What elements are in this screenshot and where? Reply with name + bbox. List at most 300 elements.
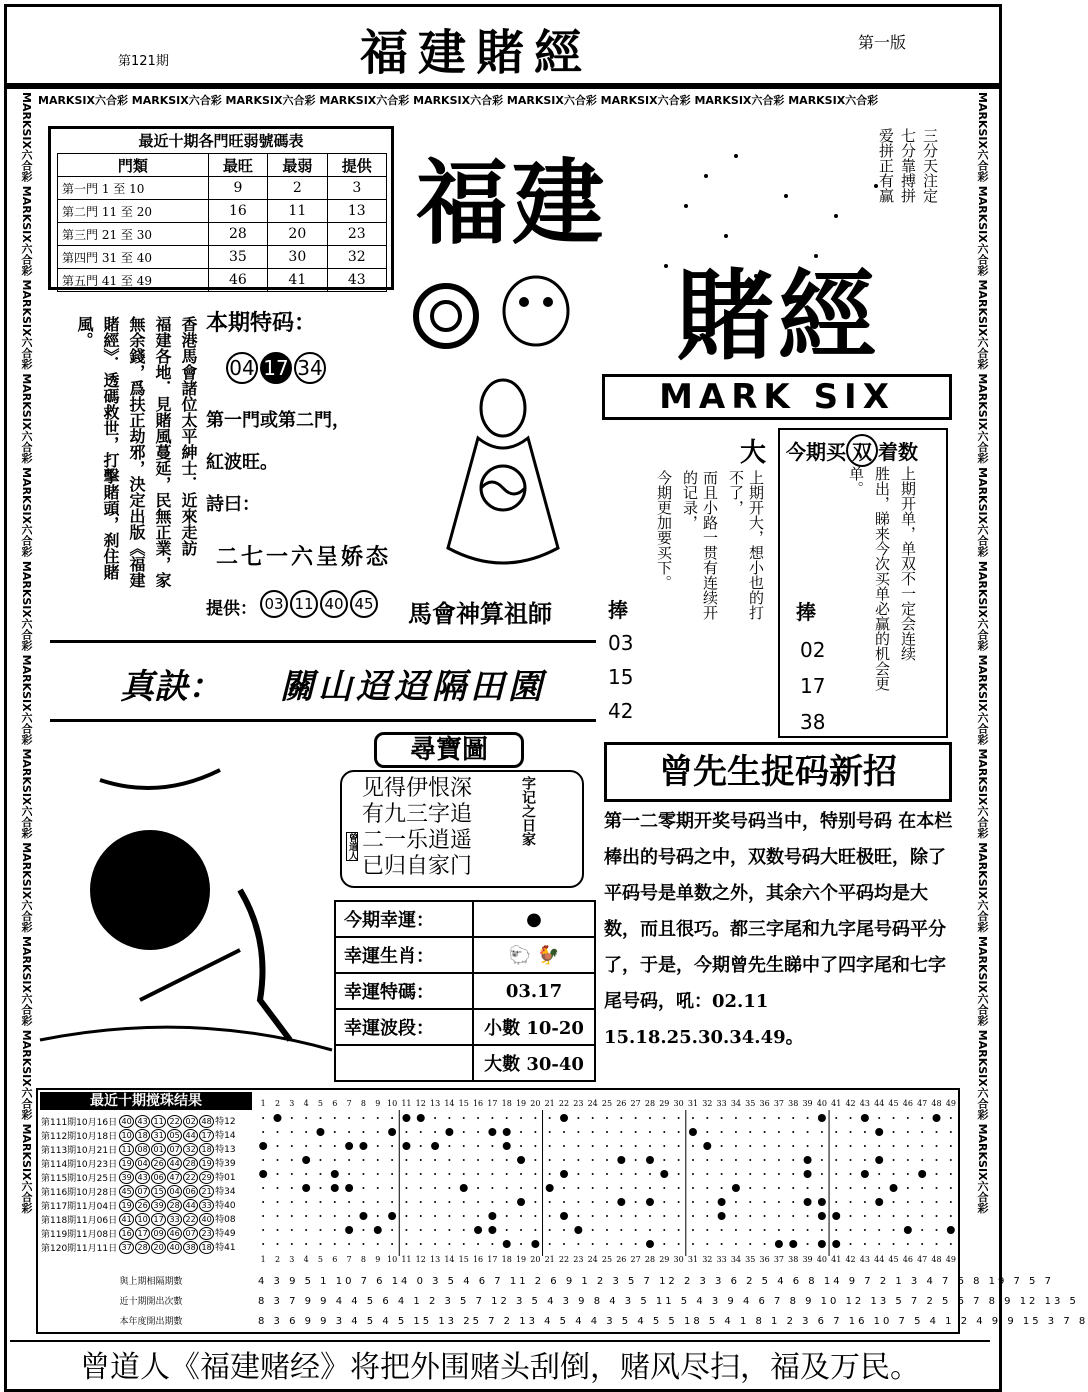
grid-dot bbox=[893, 1215, 895, 1217]
hit-dot bbox=[818, 1212, 826, 1220]
grid-dot bbox=[606, 1159, 608, 1161]
gate-table bbox=[57, 153, 387, 292]
grid-dot bbox=[592, 1117, 594, 1119]
grid-dot bbox=[850, 1145, 852, 1147]
grid-dot bbox=[520, 1243, 522, 1245]
grid-dot bbox=[434, 1173, 436, 1175]
grid-dot bbox=[792, 1159, 794, 1161]
intro-col-3: 無余錢，爲扶正劫邪，決定出版《福建 bbox=[127, 316, 146, 588]
grid-dot bbox=[749, 1159, 751, 1161]
gate-table-panel bbox=[48, 126, 394, 290]
result-ball: 17 bbox=[151, 1213, 166, 1226]
result-ball: 19 bbox=[199, 1157, 214, 1170]
result-ball: 07 bbox=[167, 1143, 182, 1156]
grid-col-number: 6 bbox=[332, 1255, 338, 1264]
grid-dot bbox=[936, 1145, 938, 1147]
result-ball: 22 bbox=[183, 1213, 198, 1226]
result-row bbox=[40, 1114, 237, 1128]
result-row bbox=[40, 1128, 237, 1142]
grid-dot bbox=[620, 1117, 622, 1119]
grid-dot bbox=[778, 1145, 780, 1147]
hit-dot bbox=[875, 1156, 883, 1164]
grid-dot bbox=[678, 1159, 680, 1161]
grid-dot bbox=[936, 1229, 938, 1231]
grid-dot bbox=[792, 1173, 794, 1175]
grid-dot bbox=[291, 1117, 293, 1119]
grid-dot bbox=[907, 1243, 909, 1245]
grid-dot bbox=[778, 1215, 780, 1217]
grid-dot bbox=[348, 1159, 350, 1161]
result-ball: 32 bbox=[183, 1143, 198, 1156]
grid-dot bbox=[663, 1159, 665, 1161]
hit-dot bbox=[861, 1170, 869, 1178]
grid-dot bbox=[936, 1159, 938, 1161]
grid-dot bbox=[606, 1215, 608, 1217]
grid-dot bbox=[434, 1243, 436, 1245]
gate-min: 41 bbox=[268, 269, 327, 292]
grid-col-number: 5 bbox=[317, 1099, 324, 1108]
grid-dot bbox=[663, 1145, 665, 1147]
grid-dot bbox=[377, 1201, 379, 1203]
result-special: 特39 bbox=[215, 1159, 236, 1169]
grid-dot bbox=[893, 1229, 895, 1231]
grid-dot bbox=[721, 1243, 723, 1245]
grid-dot bbox=[864, 1159, 866, 1161]
grid-dot bbox=[764, 1173, 766, 1175]
grid-dot bbox=[821, 1145, 823, 1147]
grid-dot bbox=[792, 1229, 794, 1231]
grid-dot bbox=[276, 1159, 278, 1161]
grid-dot bbox=[950, 1201, 952, 1203]
grid-dot bbox=[592, 1131, 594, 1133]
grid-dot bbox=[305, 1131, 307, 1133]
grid-dot bbox=[649, 1229, 651, 1231]
grid-col-number: 35 bbox=[745, 1255, 756, 1264]
grid-col-number: 33 bbox=[716, 1099, 727, 1108]
grid-dot bbox=[864, 1201, 866, 1203]
grid-dot bbox=[878, 1173, 880, 1175]
grid-dot bbox=[477, 1215, 479, 1217]
result-ball: 19 bbox=[119, 1157, 134, 1170]
grid-col-number: 12 bbox=[415, 1255, 426, 1264]
grid-dot bbox=[721, 1187, 723, 1189]
result-ball: 11 bbox=[151, 1115, 166, 1128]
grid-dot bbox=[549, 1159, 551, 1161]
result-ball: 18 bbox=[199, 1143, 214, 1156]
grid-dot bbox=[692, 1145, 694, 1147]
grid-dot bbox=[549, 1145, 551, 1147]
treasure-title: 尋寶圖 bbox=[374, 732, 524, 768]
grid-col-number: 38 bbox=[788, 1099, 799, 1108]
result-ball: 05 bbox=[167, 1129, 182, 1142]
result-ball: 08 bbox=[135, 1143, 150, 1156]
number-ball: 34 bbox=[294, 352, 326, 384]
left-pick-number: 03 bbox=[608, 631, 634, 655]
grid-dot bbox=[950, 1173, 952, 1175]
hit-dot bbox=[531, 1240, 539, 1248]
grid-dot bbox=[334, 1215, 336, 1217]
grid-dot bbox=[850, 1117, 852, 1119]
grid-dot bbox=[405, 1173, 407, 1175]
grid-col-number: 15 bbox=[458, 1255, 469, 1264]
result-ball: 31 bbox=[151, 1129, 166, 1142]
grid-dot bbox=[850, 1215, 852, 1217]
result-ball: 17 bbox=[135, 1227, 150, 1240]
treasure-line: 见得伊恨深 bbox=[362, 776, 473, 801]
grid-dot bbox=[678, 1117, 680, 1119]
grid-dot bbox=[764, 1187, 766, 1189]
grid-dot bbox=[291, 1229, 293, 1231]
result-numbers bbox=[118, 1128, 236, 1142]
grid-dot bbox=[721, 1159, 723, 1161]
hit-dot bbox=[804, 1170, 812, 1178]
grid-dot bbox=[850, 1243, 852, 1245]
hit-dot bbox=[345, 1142, 353, 1150]
grid-dot bbox=[663, 1215, 665, 1217]
grid-col-number: 44 bbox=[874, 1099, 885, 1108]
result-ball: 09 bbox=[151, 1227, 166, 1240]
grid-dot bbox=[592, 1187, 594, 1189]
hit-dot bbox=[861, 1114, 869, 1122]
grid-dot bbox=[936, 1131, 938, 1133]
master-illustration bbox=[418, 368, 588, 590]
grid-col-number: 2 bbox=[274, 1099, 281, 1108]
grid-dot bbox=[620, 1173, 622, 1175]
grid-col-number: 37 bbox=[773, 1099, 785, 1108]
lucky-label: 今期幸運： bbox=[335, 901, 473, 937]
result-ball: 40 bbox=[199, 1213, 214, 1226]
right-pick-number: 17 bbox=[800, 674, 826, 698]
grid-col-number: 35 bbox=[745, 1099, 756, 1108]
hit-dot bbox=[302, 1156, 310, 1164]
grid-dot bbox=[420, 1145, 422, 1147]
treasure-side: 字记之日家 bbox=[520, 776, 536, 846]
grid-dot bbox=[506, 1159, 508, 1161]
grid-dot bbox=[391, 1243, 393, 1245]
grid-dot bbox=[391, 1173, 393, 1175]
right-text-col: 胜出，睇来今次买单必赢的机会更 bbox=[873, 466, 891, 691]
result-ball: 43 bbox=[135, 1171, 150, 1184]
grid-dot bbox=[362, 1201, 364, 1203]
grid-col-number: 18 bbox=[501, 1255, 512, 1264]
grid-dot bbox=[405, 1159, 407, 1161]
grid-dot bbox=[434, 1117, 436, 1119]
result-ball: 29 bbox=[199, 1171, 214, 1184]
stat-label: 與上期相隔期數 bbox=[119, 1277, 183, 1287]
grid-dot bbox=[635, 1131, 637, 1133]
grid-dot bbox=[405, 1243, 407, 1245]
grid-dot bbox=[463, 1131, 465, 1133]
grid-dot bbox=[606, 1117, 608, 1119]
grid-dot bbox=[649, 1117, 651, 1119]
hit-dot bbox=[388, 1128, 396, 1136]
grid-dot bbox=[377, 1173, 379, 1175]
grid-col-number: 14 bbox=[444, 1099, 455, 1108]
grid-dot bbox=[534, 1117, 536, 1119]
grid-col-number: 34 bbox=[730, 1099, 742, 1108]
grid-dot bbox=[692, 1173, 694, 1175]
gate-max: 46 bbox=[208, 269, 267, 292]
grid-dot bbox=[319, 1145, 321, 1147]
zeng-body: 第一二零期开奖号码当中，特别号码 在本栏棒出的号码之中，双数号码大旺极旺，除了平码号是单数之外，其余六个平码均是大数，而且很巧。都三字尾和九字尾号码平分了，于是，今期曾先生睇中了四字尾和七字尾号码，吼：02.11 15.18.25.30.34.49。 bbox=[604, 811, 953, 1048]
grid-col-number: 46 bbox=[902, 1099, 913, 1108]
grid-dot bbox=[778, 1131, 780, 1133]
hit-dot bbox=[718, 1212, 726, 1220]
stat-rows bbox=[258, 1272, 1088, 1332]
hit-dot bbox=[560, 1170, 568, 1178]
hit-dot bbox=[890, 1184, 898, 1192]
grid-dot bbox=[850, 1229, 852, 1231]
grid-col-number: 18 bbox=[501, 1099, 512, 1108]
grid-col-number: 41 bbox=[831, 1255, 842, 1264]
grid-dot bbox=[520, 1173, 522, 1175]
grid-col-number: 48 bbox=[931, 1099, 942, 1108]
grid-col-number: 43 bbox=[859, 1099, 870, 1108]
hit-dot bbox=[302, 1184, 310, 1192]
grid-dot bbox=[850, 1201, 852, 1203]
hit-dot bbox=[689, 1128, 697, 1136]
hit-dot bbox=[374, 1226, 382, 1234]
hit-dot bbox=[445, 1128, 453, 1136]
result-ball: 38 bbox=[183, 1241, 198, 1254]
grid-dot bbox=[305, 1243, 307, 1245]
grid-dot bbox=[678, 1215, 680, 1217]
treasure-seal: 曾道人 bbox=[347, 833, 357, 860]
grid-dot bbox=[477, 1117, 479, 1119]
grid-dot bbox=[577, 1187, 579, 1189]
slogan-col: 爱拼正有赢 bbox=[877, 128, 895, 203]
stat-label: 近十期開出次數 bbox=[119, 1297, 183, 1307]
result-ball: 26 bbox=[151, 1157, 166, 1170]
grid-dot bbox=[434, 1215, 436, 1217]
special-line1: 第一門或第二門， bbox=[206, 410, 350, 431]
grid-dot bbox=[792, 1145, 794, 1147]
grid-col-number: 23 bbox=[573, 1255, 584, 1264]
logo-slogan bbox=[876, 128, 940, 203]
grid-dot bbox=[592, 1159, 594, 1161]
grid-dot bbox=[463, 1229, 465, 1231]
grid-dot bbox=[692, 1117, 694, 1119]
grid-dot bbox=[592, 1215, 594, 1217]
grid-col-number: 42 bbox=[845, 1255, 856, 1264]
grid-dot bbox=[921, 1159, 923, 1161]
gate-header-type: 門類 bbox=[58, 154, 209, 177]
grid-col-number: 6 bbox=[332, 1099, 338, 1108]
hit-dot bbox=[488, 1226, 496, 1234]
grid-dot bbox=[907, 1145, 909, 1147]
stat-label: 本年度開出期數 bbox=[119, 1317, 183, 1327]
grid-col-number: 11 bbox=[401, 1099, 412, 1108]
result-ball: 18 bbox=[199, 1241, 214, 1254]
grid-dot bbox=[620, 1187, 622, 1189]
hit-dot bbox=[345, 1184, 353, 1192]
grid-dot bbox=[778, 1173, 780, 1175]
result-ball: 44 bbox=[183, 1199, 198, 1212]
grid-dot bbox=[491, 1145, 493, 1147]
grid-dot bbox=[907, 1187, 909, 1189]
result-ball: 19 bbox=[119, 1199, 134, 1212]
grid-dot bbox=[420, 1187, 422, 1189]
edition-label: 第一版 bbox=[858, 33, 907, 52]
grid-dot bbox=[649, 1145, 651, 1147]
grid-col-number: 48 bbox=[931, 1255, 942, 1264]
grid-dot bbox=[950, 1159, 952, 1161]
result-issue: 第117期11月04日 bbox=[41, 1201, 118, 1212]
result-issue: 第116期10月28日 bbox=[41, 1187, 118, 1198]
grid-col-number: 27 bbox=[630, 1099, 641, 1108]
grid-dot bbox=[735, 1215, 737, 1217]
grid-dot bbox=[377, 1243, 379, 1245]
hit-dot bbox=[646, 1156, 654, 1164]
grid-dot bbox=[377, 1145, 379, 1147]
intro-col-4: 賭經》．透碼救世，打擊賭頭，刹住賭 bbox=[101, 316, 120, 580]
grid-dot bbox=[807, 1243, 809, 1245]
grid-dot bbox=[506, 1117, 508, 1119]
result-ball: 04 bbox=[135, 1157, 150, 1170]
result-numbers bbox=[118, 1184, 236, 1198]
grid-dot bbox=[663, 1187, 665, 1189]
grid-dot bbox=[735, 1173, 737, 1175]
grid-dot bbox=[764, 1117, 766, 1119]
grid-col-number: 34 bbox=[730, 1255, 742, 1264]
grid-dot bbox=[319, 1201, 321, 1203]
grid-dot bbox=[893, 1117, 895, 1119]
result-issue: 第115期10月25日 bbox=[41, 1173, 118, 1184]
result-row bbox=[40, 1226, 237, 1240]
grid-dot bbox=[864, 1215, 866, 1217]
lucky-row bbox=[335, 937, 595, 973]
grid-dot bbox=[348, 1117, 350, 1119]
masthead-title: 福建賭經 bbox=[360, 25, 593, 81]
hit-dot bbox=[875, 1198, 883, 1206]
grid-dot bbox=[749, 1131, 751, 1133]
grid-dot bbox=[778, 1187, 780, 1189]
grid-dot bbox=[348, 1131, 350, 1133]
grid-dot bbox=[391, 1229, 393, 1231]
grid-dot bbox=[764, 1145, 766, 1147]
hit-dot bbox=[832, 1212, 840, 1220]
big-pick-label: 捧 bbox=[608, 598, 628, 622]
grid-col-number: 42 bbox=[845, 1099, 856, 1108]
grid-dot bbox=[491, 1173, 493, 1175]
grid-dot bbox=[262, 1243, 264, 1245]
grid-col-number: 3 bbox=[289, 1099, 295, 1108]
grid-dot bbox=[520, 1117, 522, 1119]
gate-table-title: 最近十期各門旺弱號碼表 bbox=[138, 132, 304, 150]
grid-dot bbox=[706, 1201, 708, 1203]
grid-dot bbox=[936, 1173, 938, 1175]
zeng-title: 曾先生捉码新招 bbox=[604, 742, 952, 802]
result-numbers bbox=[118, 1156, 236, 1170]
grid-col-number: 41 bbox=[831, 1099, 842, 1108]
result-special: 特08 bbox=[215, 1215, 236, 1225]
grid-dot bbox=[463, 1159, 465, 1161]
grid-dot bbox=[377, 1117, 379, 1119]
grid-dot bbox=[377, 1215, 379, 1217]
grid-dot bbox=[448, 1201, 450, 1203]
grid-dot bbox=[821, 1159, 823, 1161]
gate-offer: 13 bbox=[327, 200, 386, 223]
grid-dot bbox=[434, 1159, 436, 1161]
grid-dot bbox=[649, 1131, 651, 1133]
lucky-row bbox=[335, 1045, 595, 1081]
grid-dot bbox=[592, 1145, 594, 1147]
result-ball: 01 bbox=[151, 1143, 166, 1156]
grid-dot bbox=[549, 1117, 551, 1119]
grid-dot bbox=[405, 1187, 407, 1189]
result-ball: 28 bbox=[167, 1199, 182, 1212]
intro-col-2: 福建各地．見賭風蔓延，民無正業，家 bbox=[153, 316, 172, 588]
result-ball: 10 bbox=[135, 1213, 150, 1226]
grid-col-number: 13 bbox=[429, 1255, 441, 1264]
treasure-line: 已归自家门 bbox=[362, 854, 473, 879]
hit-dot bbox=[804, 1156, 812, 1164]
grid-dot bbox=[391, 1187, 393, 1189]
results-title: 最近十期搅珠结果 bbox=[40, 1092, 252, 1110]
grid-dot bbox=[506, 1215, 508, 1217]
provide-balls bbox=[260, 590, 380, 618]
gate-row bbox=[58, 223, 387, 246]
intro-col-1: 香港馬會諸位太平紳士．近來走訪 bbox=[179, 316, 198, 556]
grid-dot bbox=[276, 1131, 278, 1133]
grid-dot bbox=[764, 1243, 766, 1245]
grid-col-number: 40 bbox=[816, 1255, 827, 1264]
grid-dot bbox=[463, 1173, 465, 1175]
grid-dot bbox=[534, 1201, 536, 1203]
stat-row: 8 3 7 9 9 4 4 5 6 4 1 2 3 5 7 12 3 5 4 3 9 8 4 3 5 11 5 4 3 9 4 6 7 8 9 10 12 13 5 7 2 5 6 7 8 9 12 13 5 bbox=[258, 1296, 1079, 1307]
grid-dot bbox=[319, 1187, 321, 1189]
grid-dot bbox=[893, 1159, 895, 1161]
grid-dot bbox=[692, 1187, 694, 1189]
result-row bbox=[40, 1212, 237, 1226]
result-ball: 45 bbox=[119, 1185, 134, 1198]
master-caption: 馬會神算祖師 bbox=[408, 600, 552, 628]
farmer-illustration bbox=[40, 740, 332, 1070]
grid-dot bbox=[706, 1173, 708, 1175]
grid-col-number: 9 bbox=[375, 1255, 381, 1264]
grid-dot bbox=[534, 1145, 536, 1147]
grid-dot bbox=[563, 1145, 565, 1147]
grid-dot bbox=[678, 1243, 680, 1245]
lucky-label: 幸運生肖： bbox=[335, 937, 473, 973]
grid-dot bbox=[907, 1173, 909, 1175]
grid-dot bbox=[577, 1201, 579, 1203]
marksix-strip-left: MARKSIX六合彩 MARKSIX六合彩 MARKSIX六合彩 MARKSIX六合彩 MARKSIX六合彩 MARKSIX六合彩 MARKSIX六合彩 MARKSIX六合彩 MARKSIX六合彩 MARKSIX六合彩 MARKSIX六合彩 MARKSIX六合彩 bbox=[20, 92, 33, 1214]
grid-dot bbox=[921, 1131, 923, 1133]
odd-pick-numbers bbox=[800, 632, 825, 740]
grid-dot bbox=[262, 1229, 264, 1231]
result-ball: 33 bbox=[199, 1199, 214, 1212]
gate-row bbox=[58, 269, 387, 292]
hit-dot bbox=[402, 1114, 410, 1122]
hit-dot bbox=[474, 1226, 482, 1234]
grid-dot bbox=[262, 1131, 264, 1133]
result-issue: 第111期10月16日 bbox=[41, 1117, 118, 1128]
grid-dot bbox=[434, 1131, 436, 1133]
grid-dot bbox=[678, 1201, 680, 1203]
grid-col-number: 7 bbox=[346, 1255, 352, 1264]
hit-dot bbox=[503, 1240, 511, 1248]
grid-col-number: 36 bbox=[759, 1255, 770, 1264]
hit-dot bbox=[660, 1170, 668, 1178]
hit-dot bbox=[875, 1128, 883, 1136]
grid-dot bbox=[864, 1187, 866, 1189]
grid-dot bbox=[491, 1201, 493, 1203]
grid-dot bbox=[807, 1117, 809, 1119]
result-numbers bbox=[118, 1114, 236, 1128]
grid-dot bbox=[950, 1215, 952, 1217]
grid-dot bbox=[606, 1201, 608, 1203]
